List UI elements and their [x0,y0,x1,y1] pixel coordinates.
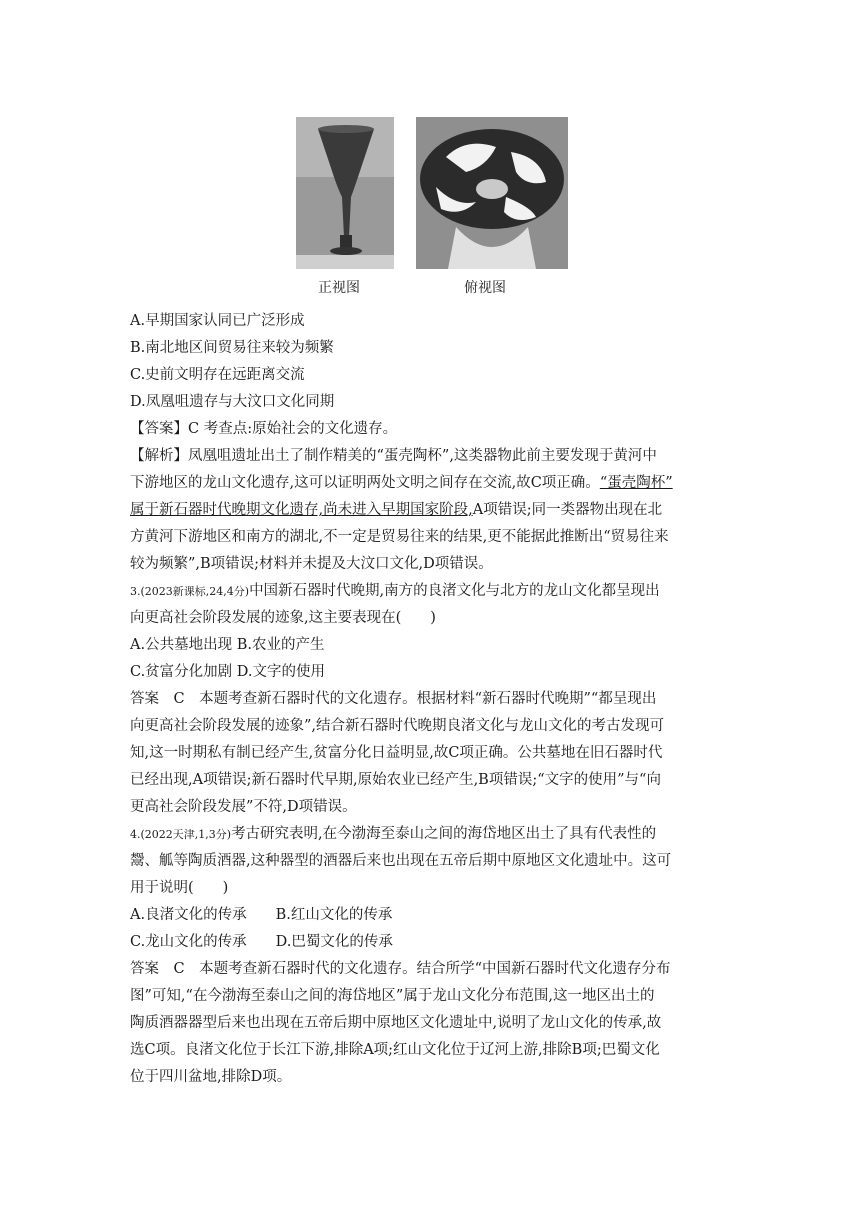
q3-options-line: A.公共墓地出现 B.农业的产生 [130,637,325,653]
q4-options-line: A.良渚文化的传承 B.红山文化的传承 [130,907,393,923]
q3-answer-line: 知,这一时期私有制已经产生,贫富分化日益明显,故C项正确。公共墓地在旧石器时代 [130,745,663,761]
q4-options-line: C.龙山文化的传承 D.巴蜀文化的传承 [130,934,393,950]
q3-answer-line: 答案 C 本题考查新石器时代的文化遗存。根据材料“新石器时代晚期”“都呈现出 [130,691,657,707]
q3-options-line: C.贫富分化加剧 D.文字的使用 [130,664,326,680]
q2-analysis-line: 较为频繁”,B项错误;材料并未提及大汶口文化,D项错误。 [130,556,493,572]
q3-source: 3.(2023新课标,24,4分) [130,585,250,598]
q4-answer-line: 图”可知,“在今渤海至泰山之间的海岱地区”属于龙山文化分布范围,这一地区出土的 [130,988,655,1004]
q3-stem-line: 向更高社会阶段发展的迹象,这主要表现在( ) [130,610,436,626]
q2-option-d: D.凤凰咀遗存与大汶口文化同期 [130,394,335,410]
q4-answer-line: 位于四川盆地,排除D项。 [130,1069,292,1085]
cup-top-view-photo [416,117,568,269]
q4-answer-line: 选C项。良渚文化位于长江下游,排除A项;红山文化位于辽河上游,排除B项;巴蜀文化 [130,1042,660,1058]
q4-source: 4.(2022天津,1,3分) [130,828,232,841]
cup-front-view-photo [296,117,394,269]
underlined-term: “蛋壳陶杯” [599,475,673,491]
q2-option-b: B.南北地区间贸易往来较为频繁 [130,340,334,356]
q3-answer-line: 更高社会阶段发展”不符,D项错误。 [130,799,357,815]
q4-answer-line: 陶质酒器器型后来也出现在五帝后期中原地区文化遗址中,说明了龙山文化的传承,故 [130,1015,662,1031]
q2-option-a: A.早期国家认同已广泛形成 [130,313,305,329]
q3-stem-line: 3.(2023新课标,24,4分)中国新石器时代晚期,南方的良渚文化与北方的龙山文化都呈现出 [130,583,660,599]
caption-front-view: 正视图 [318,280,360,296]
q4-stem-line: 用于说明( ) [130,880,229,896]
q3-answer-line: 已经出现,A项错误;新石器时代早期,原始农业已经产生,B项错误;“文字的使用”与“向 [130,772,661,788]
q4-answer-line: 答案 C 本题考查新石器时代的文化遗存。结合所学“中国新石器时代文化遗存分布 [130,961,671,977]
underlined-text: 属于新石器时代晚期文化遗存,尚未进入早期国家阶段, [130,502,473,518]
q4-stem-line: 鬶、觚等陶质酒器,这种器型的酒器后来也出现在五帝后期中原地区文化遗址中。这可 [130,853,672,869]
q2-analysis-line: 属于新石器时代晚期文化遗存,尚未进入早期国家阶段,A项错误;同一类器物出现在北 [130,502,663,518]
document-body [130,308,730,1091]
q2-analysis-line: 下游地区的龙山文化遗存,这可以证明两处文明之间存在交流,故C项正确。“蛋壳陶杯” [130,475,673,491]
q3-answer-line: 向更高社会阶段发展的迹象”,结合新石器时代晚期良渚文化与龙山文化的考古发现可 [130,718,665,734]
q2-analysis-line: 方黄河下游地区和南方的湖北,不一定是贸易往来的结果,更不能据此推断出“贸易往来 [130,529,669,545]
figure-photos [296,117,570,297]
caption-top-view: 俯视图 [464,280,506,296]
q2-answer: 【答案】C 考查点:原始社会的文化遗存。 [130,421,398,437]
q2-option-c: C.史前文明存在远距离交流 [130,367,305,383]
q4-stem-line: 4.(2022天津,1,3分)考古研究表明,在今渤海至泰山之间的海岱地区出土了具有代表性的 [130,826,657,842]
q2-analysis-line: 【解析】凤凰咀遗址出土了制作精美的“蛋壳陶杯”,这类器物此前主要发现于黄河中 [130,448,657,464]
